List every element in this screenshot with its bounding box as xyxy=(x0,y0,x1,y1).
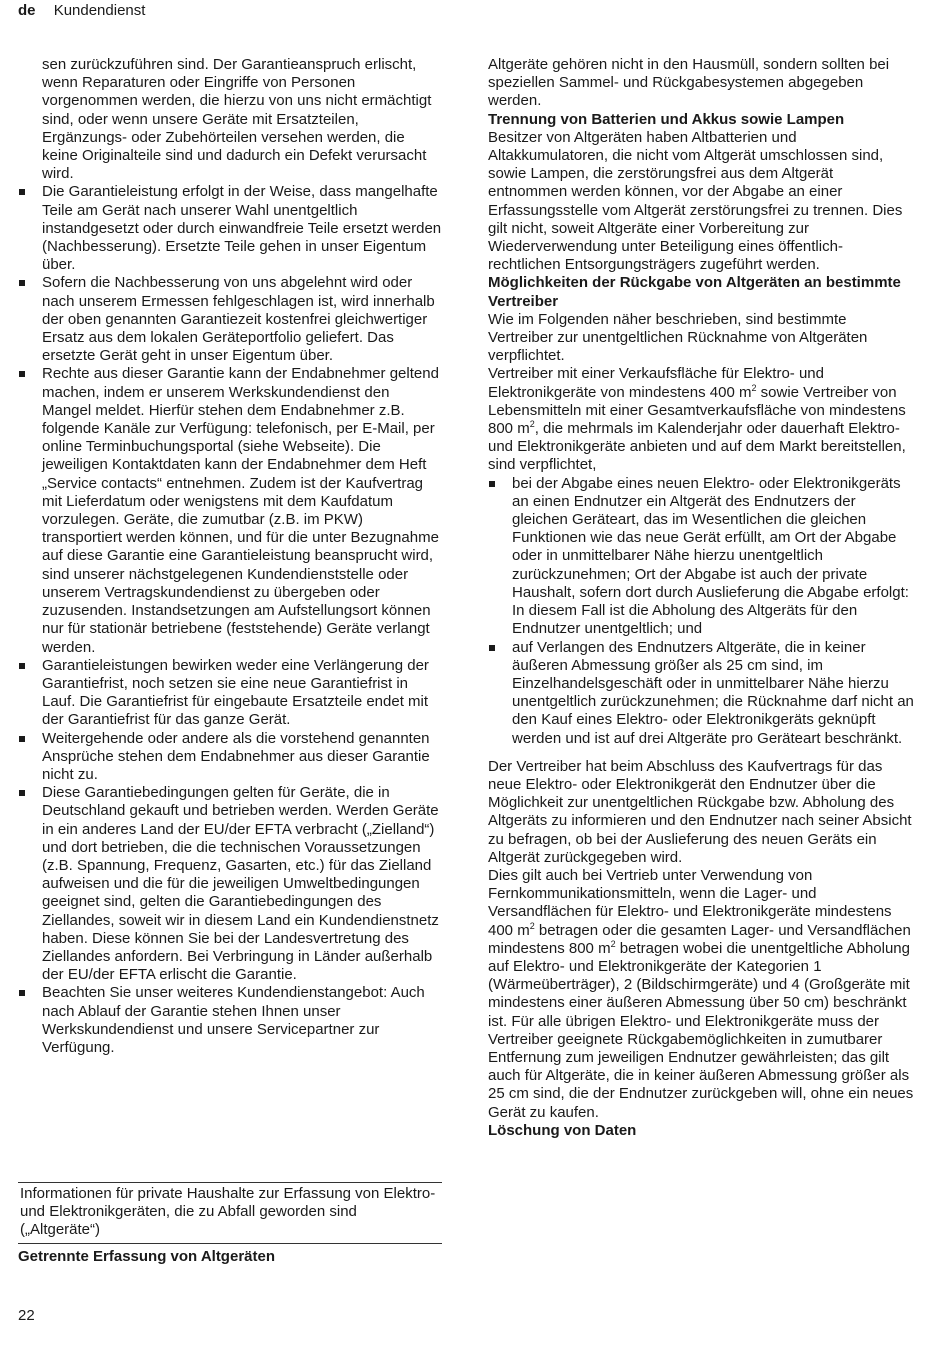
list-item: Weitergehende oder andere als die vorstehend genannten Ansprüche stehen dem Endabnehmer aus dieser Garantie nicht zu. xyxy=(18,730,442,785)
list-item: Rechte aus dieser Garantie kann der Endabnehmer geltend machen, indem er unserem Werkskundendienst den Mangel meldet. Hierfür stehen dem Endabnehmer z.B. folgende Kanäle zur Verfügung: telefonisch, per E-Mail, per online Terminbuchungsportal (siehe Webseite). Die jeweiligen Kontaktdaten kann der Endabnehmer dem Heft „Service contacts“ entnehmen. Zudem ist der Kaufvertrag mit Lieferdatum oder wenigstens mit dem Kaufdatum vorzulegen. Geräte, die zumutbar (z.B. im PKW) transportiert werden können, und für die unter Bezugnahme auf diese Garantie eine Garantieleistung beansprucht wird, sind unserer nächstgelegenen Kundendienststelle oder unserem Vertragskundendienst zu übergeben oder zuzusenden. Instandsetzungen am Aufstellungsort können nur für stationär betriebene (feststehende) Geräte verlangt werden. xyxy=(18,365,442,656)
section-heading: Getrennte Erfassung von Altgeräten xyxy=(18,1248,275,1265)
list-item: Beachten Sie unser weiteres Kundendienstangebot: Auch nach Ablauf der Garantie stehen Ihnen unser Werkskundendienst und unsere Servicepartner zur Verfügung. xyxy=(18,984,442,1057)
text-run: betragen wobei die unentgeltliche Abholung auf Elektro- und Elektronikgeräte der Kategorien 1 (Wärmeüberträger), 2 (Bildschirmgeräte) und 4 (Großgeräte mit mindestens einer äußeren Abmessung über 50 cm) beschränkt ist. Für alle übrigen Elektro- und Elektronikgeräte muss der Vertreiber geeignete Rückgabemöglichkeiten in zumutbarer Entfernung zum jeweiligen Endnutzer gewährleisten; das gilt auch für Altgeräte, die in keiner äußeren Abmessung größer als 25 cm sind, die der Endnutzer zurückgeben will, ohne ein neues Gerät zu kaufen. xyxy=(488,939,914,1121)
section-heading: Trennung von Batterien und Akkus sowie Lampen xyxy=(488,110,845,128)
list-item: auf Verlangen des Endnutzers Altgeräte, die in keiner äußeren Abmessung größer als 25 cm sind, im Einzelhandelsgeschäft oder in unmittelbarer Nähe hierzu unentgeltlich zurückzunehmen; die Rücknahme darf nicht an den Kauf eines Elektro- oder Elektronikgeräts geknüpft werden und ist auf drei Altgeräte pro Geräteart beschränkt. xyxy=(488,639,914,748)
page-header xyxy=(18,2,145,20)
guarantee-list xyxy=(18,183,442,1057)
list-item: Sofern die Nachbesserung von uns abgelehnt wird oder nach unserem Ermessen fehlgeschlagen ist, wird innerhalb der oben genannten Garantiezeit kostenfrei gleichwertiger Ersatz aus dem lokalen Geräteportfolio geliefert. Das ersetzte Gerät geht in unser Eigentum über. xyxy=(18,274,442,365)
superscript: 2 xyxy=(751,382,757,393)
paragraph: Altgeräte gehören nicht in den Hausmüll, sondern sollten bei speziellen Sammel- und Rückgabesystemen abgegeben werden. xyxy=(488,56,890,110)
text-run: Vertreiber mit einer Verkaufsfläche für Elektro- und Elektronikgeräte von mindestens 400 m xyxy=(488,365,824,401)
language-tag: de xyxy=(18,2,36,19)
list-item: bei der Abgabe eines neuen Elektro- oder Elektronikgeräts an einen Endnutzer ein Altgerät des Endnutzers der gleichen Geräteart, das im Wesentlichen die gleichen Funktionen wie das neue Gerät erfüllt, am Ort der Abgabe oder in unmittelbarer Nähe hierzu unentgeltlich zurückzunehmen; Ort der Abgabe ist auch der private Haushalt, sofern dort durch Auslieferung die Abgabe erfolgt: In diesem Fall ist die Abholung des Altgeräts für den Endnutzer unentgeltlich; und xyxy=(488,475,914,639)
section-title: Kundendienst xyxy=(53,2,146,19)
section-heading: Löschung von Daten xyxy=(488,1121,637,1139)
text-run: , die mehrmals im Kalenderjahr oder dauerhaft Elektro- und Elektronikgeräte anbieten und auf dem Markt bereitstellen, sind verpflichtet, xyxy=(488,420,906,474)
paragraph: Wie im Folgenden näher beschrieben, sind bestimmte Vertreiber zur unentgeltlichen Rücknahme von Altgeräten verpflichtet. xyxy=(488,310,868,365)
intro-paragraph: sen zurückzuführen sind. Der Garantieanspruch erlischt, wenn Reparaturen oder Eingriffe von Personen vorgenommen werden, die hierzu von uns nicht ermächtigt sind, oder wenn unsere Geräte mit Ersatzteilen, Ergänzungs- oder Zubehörteilen versehen werden, die keine Originalteile sind und dadurch ein Defekt verursacht wird. xyxy=(42,56,432,183)
right-column xyxy=(488,56,914,1140)
page-number: 22 xyxy=(18,1307,35,1324)
list-item: Die Garantieleistung erfolgt in der Weise, dass mangelhafte Teile am Gerät nach unserer Wahl unentgeltlich instandgesetzt oder durch einwandfreie Teile ersetzt werden (Nachbesserung). Ersetzte Teile gehen in unser Eigentum über. xyxy=(18,183,442,274)
paragraph: Der Vertreiber hat beim Abschluss des Kaufvertrags für das neue Elektro- oder Elektronikgerät den Endnutzer über die Möglichkeit zur unentgeltlichen Rückgabe bzw. Abholung des Altgeräts zu informieren und den Endnutzer nach seiner Absicht zu befragen, ob bei der Auslieferung des neuen Geräts ein Altgerät zurückgegeben wird. xyxy=(488,757,912,866)
paragraph xyxy=(488,867,914,1122)
superscript: 2 xyxy=(529,920,535,931)
paragraph xyxy=(488,365,914,474)
list-item: Diese Garantiebedingungen gelten für Geräte, die in Deutschland gekauft und betrieben werden. Werden Geräte in ein anderes Land der EU/der EFTA verbracht („Zielland“) und dort betrieben, die die technischen Voraussetzungen (z.B. Spannung, Frequenz, Gasarten, etc.) für das Zielland aufweisen und die für die jeweiligen Umweltbedingungen geeignet sind, gelten die Garantiebedingungen des Ziellandes, soweit wir in diesem Land ein Kundendienstnetz haben. Diese können Sie bei der Landesvertretung des Ziellandes anfordern. Bei Verbringung in Länder außerhalb der EU/der EFTA erlischt die Garantie. xyxy=(18,784,442,984)
info-box: Informationen für private Haushalte zur Erfassung von Elektro- und Elektronikgeräten, die zu Abfall geworden sind („Altgeräte“) xyxy=(18,1182,442,1244)
superscript: 2 xyxy=(610,938,616,949)
superscript: 2 xyxy=(529,419,535,430)
list-item: Garantieleistungen bewirken weder eine Verlängerung der Garantiefrist, noch setzen sie eine neue Garantiefrist in Lauf. Die Garantiefrist für eingebaute Ersatzteile endet mit der Garantiefrist für das ganze Gerät. xyxy=(18,657,442,730)
text-run: betragen oder die gesamten Lager- und Versandflächen mindestens 800 m xyxy=(488,921,911,957)
text-run: sowie Vertreiber von Lebensmitteln mit einer Gesamtverkaufsfläche von mindestens 800 m xyxy=(488,383,906,438)
section-heading: Möglichkeiten der Rückgabe von Altgeräten an bestimmte Vertreiber xyxy=(488,274,901,310)
paragraph: Besitzer von Altgeräten haben Altbatterien und Altakkumulatoren, die nicht vom Altgerät umschlossen sind, sowie Lampen, die zerstörungsfrei aus dem Altgerät entnommen werden können, vor der Abgabe an einer Erfassungsstelle vom Altgerät zerstörungsfrei zu trennen. Dies gilt nicht, soweit Altgeräte einer Vorbereitung zur Wiederverwendung unter Beteiligung eines öffentlich-rechtlichen Entsorgungsträgers zugeführt werden. xyxy=(488,128,903,274)
text-run: Dies gilt auch bei Vertrieb unter Verwendung von Fernkommunikationsmitteln, wenn die Lager- und Versandflächen für Elektro- und Elektronikgeräte mindestens 400 m xyxy=(488,866,892,939)
obligations-list xyxy=(488,475,914,748)
left-column xyxy=(18,56,442,1057)
